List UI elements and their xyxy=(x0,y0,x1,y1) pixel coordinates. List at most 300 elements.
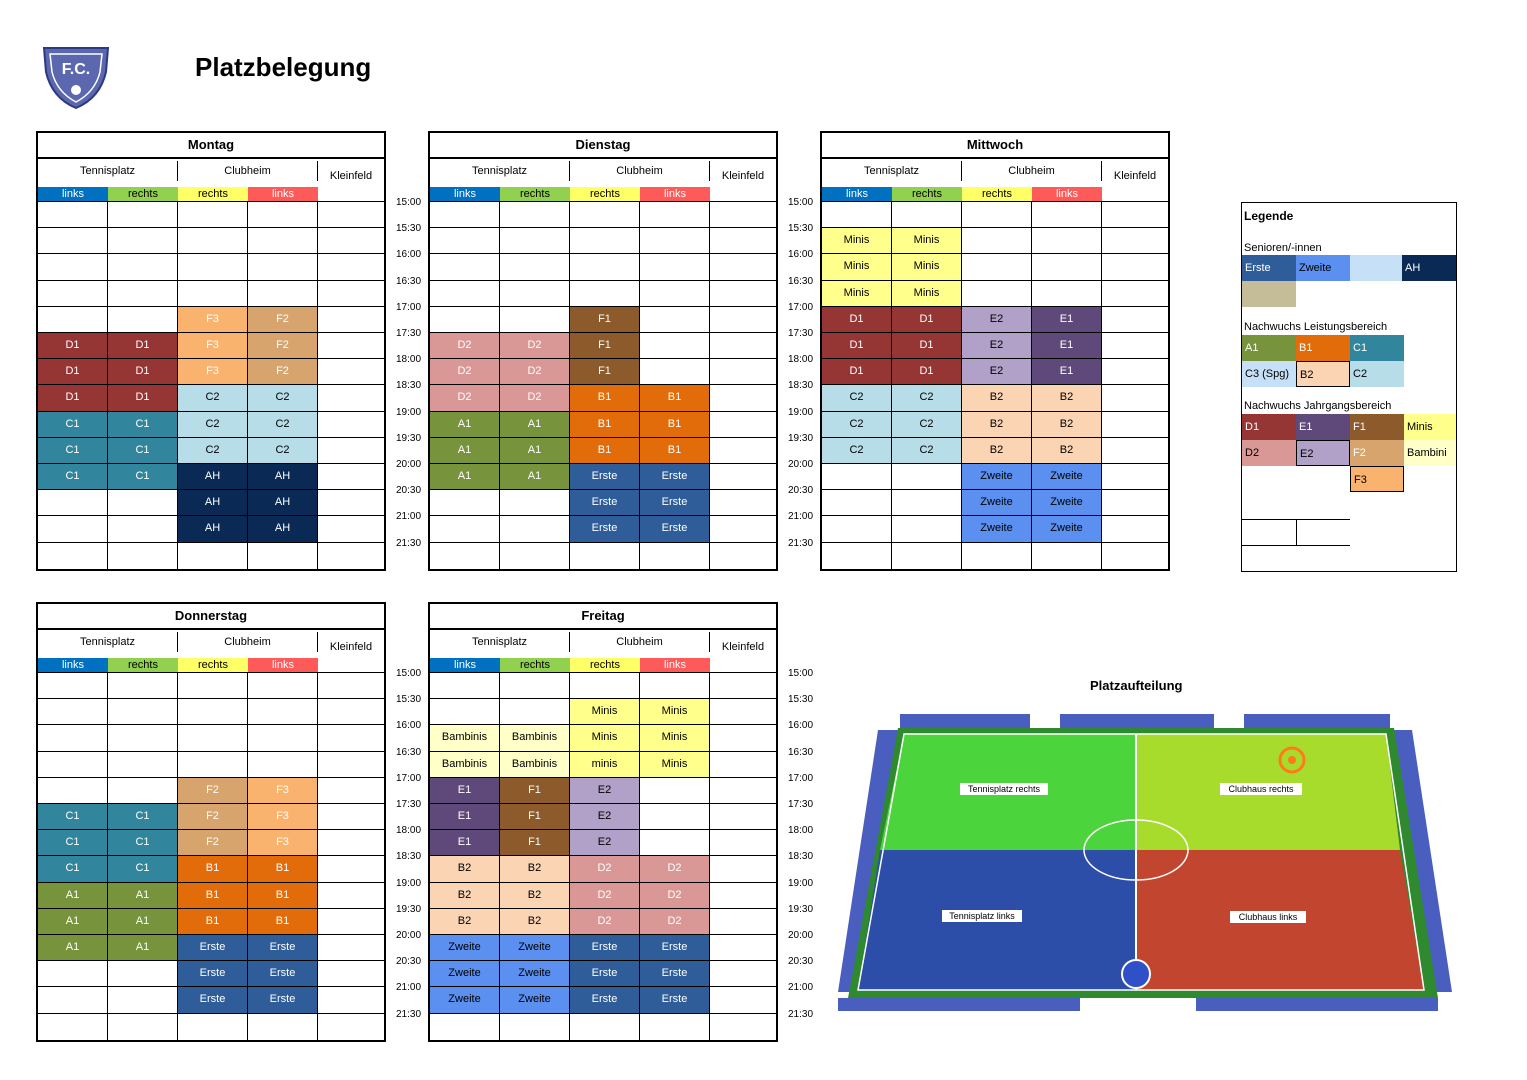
slot-cell xyxy=(1032,228,1102,254)
slot-cell: F1 xyxy=(570,359,640,385)
slot-cell: A1 xyxy=(38,909,108,935)
legend-b1: B1 xyxy=(1296,335,1350,361)
slot-cell xyxy=(640,804,710,830)
slot-cell xyxy=(500,543,570,569)
slot-cell: Minis xyxy=(640,752,710,778)
slot-cell: Bambinis xyxy=(500,752,570,778)
legend-f1: F1 xyxy=(1350,414,1404,440)
slot-cell xyxy=(108,778,178,804)
time-label: 18:30 xyxy=(396,851,422,863)
slot-cell xyxy=(500,699,570,725)
slot-cell xyxy=(38,1014,108,1040)
slot-cell: C2 xyxy=(248,412,318,438)
slot-cell xyxy=(1032,543,1102,569)
slot-cell xyxy=(1102,228,1168,254)
slot-cell: Erste xyxy=(640,464,710,490)
slot-cell xyxy=(640,1014,710,1040)
slot-cell: Zweite xyxy=(430,987,500,1013)
slot-cell: C1 xyxy=(38,412,108,438)
header-tennisplatz: Tennisplatz xyxy=(430,632,570,652)
slot-cell xyxy=(1102,438,1168,464)
slot-cell: E2 xyxy=(962,333,1032,359)
slot-cell xyxy=(710,935,776,961)
slot-cell: E1 xyxy=(1032,359,1102,385)
time-label: 18:30 xyxy=(788,380,814,392)
slot-cell xyxy=(318,516,384,542)
field-label-tennis-left: Tennisplatz links xyxy=(949,911,1015,921)
day-table-montag xyxy=(36,131,386,571)
slot-cell: AH xyxy=(248,490,318,516)
subheader-rechts: rechts xyxy=(500,658,570,672)
subheader-rechts: rechts xyxy=(178,658,248,672)
slot-cell xyxy=(248,202,318,228)
slot-cell: B1 xyxy=(178,909,248,935)
slot-cell xyxy=(500,202,570,228)
slot-cell: F2 xyxy=(248,307,318,333)
slot-cell: D2 xyxy=(500,385,570,411)
day-name: Freitag xyxy=(430,604,776,630)
slot-cell xyxy=(318,883,384,909)
slot-cell xyxy=(710,385,776,411)
header-tennisplatz: Tennisplatz xyxy=(38,632,178,652)
slot-cell: Zweite xyxy=(1032,464,1102,490)
slot-cell xyxy=(570,673,640,699)
slot-cell: D1 xyxy=(892,333,962,359)
slot-cell: D2 xyxy=(570,909,640,935)
slot-cell xyxy=(500,1014,570,1040)
time-label: 19:00 xyxy=(396,406,422,418)
slot-cell xyxy=(500,254,570,280)
slot-cell xyxy=(38,516,108,542)
legend-zweite: Zweite xyxy=(1296,255,1350,281)
slot-cell xyxy=(318,202,384,228)
slot-cell: B1 xyxy=(248,883,318,909)
slot-cell xyxy=(710,412,776,438)
slot-cell xyxy=(178,699,248,725)
slot-cell xyxy=(318,961,384,987)
slot-cell: F2 xyxy=(178,830,248,856)
slot-cell xyxy=(640,281,710,307)
slot-cell xyxy=(248,699,318,725)
slot-cell xyxy=(710,464,776,490)
day-table-dienstag xyxy=(428,131,778,571)
time-label: 20:00 xyxy=(396,459,422,470)
slot-cell: C2 xyxy=(822,438,892,464)
slot-cell xyxy=(318,804,384,830)
slot-cell: F1 xyxy=(500,830,570,856)
time-label: 19:00 xyxy=(788,406,814,418)
slot-cell xyxy=(38,961,108,987)
day-table-donnerstag xyxy=(36,602,386,1042)
slot-cell: A1 xyxy=(38,883,108,909)
slot-cell: F3 xyxy=(178,307,248,333)
slot-cell xyxy=(318,490,384,516)
slot-cell xyxy=(822,490,892,516)
legend-blank-khaki xyxy=(1242,281,1296,307)
time-label: 21:00 xyxy=(396,982,422,994)
legend-blank-lightblue xyxy=(1350,255,1402,281)
slot-cell: D2 xyxy=(430,385,500,411)
slot-cell: Erste xyxy=(248,961,318,987)
slot-cell: Minis xyxy=(570,725,640,751)
legend-line xyxy=(1296,519,1297,545)
slot-cell: F1 xyxy=(570,333,640,359)
slot-cell: A1 xyxy=(500,412,570,438)
slot-cell xyxy=(318,752,384,778)
slot-cell: B1 xyxy=(570,438,640,464)
header-kleinfeld: Kleinfeld xyxy=(721,170,765,182)
slot-cell xyxy=(710,804,776,830)
slot-cell xyxy=(318,830,384,856)
slot-cell xyxy=(430,516,500,542)
time-label: 17:00 xyxy=(396,301,422,313)
slot-cell: E2 xyxy=(570,804,640,830)
time-label: 16:00 xyxy=(788,249,814,261)
slot-cell xyxy=(38,307,108,333)
slot-cell: B1 xyxy=(248,856,318,882)
slot-cell: E1 xyxy=(1032,307,1102,333)
slot-cell xyxy=(570,543,640,569)
slot-cell xyxy=(710,778,776,804)
time-label: 19:30 xyxy=(396,432,422,444)
slot-cell xyxy=(1102,543,1168,569)
slot-cell xyxy=(892,543,962,569)
time-label: 20:30 xyxy=(788,485,814,497)
slot-cell xyxy=(570,1014,640,1040)
time-label: 15:00 xyxy=(396,668,422,679)
time-label: 20:30 xyxy=(396,956,422,968)
time-label: 20:30 xyxy=(396,485,422,497)
subheader-rechts: rechts xyxy=(570,187,640,201)
time-label: 21:30 xyxy=(788,1008,814,1020)
legend-senioren: Senioren/-innen xyxy=(1244,242,1322,254)
slot-cell xyxy=(430,699,500,725)
time-label: 17:30 xyxy=(396,799,422,810)
slot-cell: B1 xyxy=(640,438,710,464)
subheader-links: links xyxy=(38,658,108,672)
slot-cell xyxy=(178,281,248,307)
legend-minis: Minis xyxy=(1404,414,1456,440)
day-name: Donnerstag xyxy=(38,604,384,630)
slot-cell xyxy=(318,385,384,411)
slot-cell: Erste xyxy=(248,987,318,1013)
time-label: 16:30 xyxy=(396,746,422,758)
legend-b2: B2 xyxy=(1296,361,1350,387)
slot-cell xyxy=(178,254,248,280)
field-title: Platzaufteilung xyxy=(1090,678,1183,693)
slot-cell xyxy=(318,228,384,254)
slot-cell: B1 xyxy=(570,385,640,411)
slot-cell xyxy=(108,307,178,333)
time-label: 18:30 xyxy=(788,851,814,863)
slot-cell xyxy=(430,281,500,307)
slot-cell: C1 xyxy=(108,412,178,438)
slot-cell xyxy=(640,228,710,254)
header-kleinfeld: Kleinfeld xyxy=(329,641,373,653)
slot-cell xyxy=(1102,307,1168,333)
slot-cell: Minis xyxy=(640,725,710,751)
slot-cell xyxy=(710,543,776,569)
slot-cell: B2 xyxy=(1032,438,1102,464)
slot-cell: Zweite xyxy=(430,961,500,987)
slot-cell xyxy=(108,961,178,987)
slot-cell xyxy=(248,228,318,254)
slot-cell: Zweite xyxy=(1032,516,1102,542)
subheader-rechts: rechts xyxy=(570,658,640,672)
slot-cell: Erste xyxy=(640,516,710,542)
slot-cell xyxy=(430,543,500,569)
slot-cell: D1 xyxy=(38,359,108,385)
slot-cell: C1 xyxy=(38,856,108,882)
slot-cell xyxy=(710,228,776,254)
slot-cell xyxy=(248,281,318,307)
subheader-links: links xyxy=(38,187,108,201)
slot-cell: E1 xyxy=(1032,333,1102,359)
slot-cell: C1 xyxy=(108,804,178,830)
slot-cell: Minis xyxy=(822,228,892,254)
slot-cell xyxy=(710,883,776,909)
legend-line xyxy=(1242,545,1350,546)
time-label: 18:30 xyxy=(396,380,422,392)
slot-cell xyxy=(108,725,178,751)
slot-cell: D1 xyxy=(892,359,962,385)
slot-cell xyxy=(1102,202,1168,228)
subheader-links: links xyxy=(640,658,710,672)
slot-cell: E1 xyxy=(430,778,500,804)
slot-cell: D1 xyxy=(108,385,178,411)
slot-cell: E2 xyxy=(570,778,640,804)
slot-cell xyxy=(318,725,384,751)
slot-cell: E2 xyxy=(962,359,1032,385)
subheader-links: links xyxy=(822,187,892,201)
time-label: 21:00 xyxy=(788,511,814,523)
slot-cell: E1 xyxy=(430,830,500,856)
legend-ah: AH xyxy=(1402,255,1456,281)
slot-cell: AH xyxy=(248,464,318,490)
slot-cell xyxy=(1102,385,1168,411)
slot-cell: AH xyxy=(248,516,318,542)
slot-cell: Minis xyxy=(892,254,962,280)
slot-cell xyxy=(430,307,500,333)
slot-cell: F3 xyxy=(178,359,248,385)
slot-cell xyxy=(710,490,776,516)
time-label: 18:00 xyxy=(396,825,422,837)
slot-cell xyxy=(640,202,710,228)
slot-cell: D2 xyxy=(640,909,710,935)
slot-cell xyxy=(108,543,178,569)
slot-cell xyxy=(430,673,500,699)
slot-cell: D1 xyxy=(892,307,962,333)
slot-cell: Zweite xyxy=(962,490,1032,516)
slot-cell xyxy=(710,673,776,699)
slot-cell xyxy=(1102,333,1168,359)
slot-cell xyxy=(430,202,500,228)
slot-cell xyxy=(38,202,108,228)
time-label: 19:00 xyxy=(396,877,422,889)
slot-cell: F2 xyxy=(178,804,248,830)
slot-cell: D2 xyxy=(430,333,500,359)
slot-cell: C1 xyxy=(108,464,178,490)
slot-cell xyxy=(710,752,776,778)
slot-cell: F1 xyxy=(500,778,570,804)
slot-cell xyxy=(640,307,710,333)
slot-cell xyxy=(640,543,710,569)
header-tennisplatz: Tennisplatz xyxy=(38,161,178,181)
time-label: 19:30 xyxy=(396,903,422,915)
club-logo xyxy=(40,42,112,110)
slot-cell xyxy=(178,543,248,569)
slot-cell xyxy=(962,281,1032,307)
header-clubheim: Clubheim xyxy=(570,161,710,181)
slot-cell: F2 xyxy=(178,778,248,804)
slot-cell: E1 xyxy=(430,804,500,830)
slot-cell: C2 xyxy=(892,412,962,438)
header-tennisplatz: Tennisplatz xyxy=(430,161,570,181)
slot-cell: Zweite xyxy=(1032,490,1102,516)
slot-cell: F2 xyxy=(248,359,318,385)
time-label: 21:00 xyxy=(788,982,814,994)
legend-leistung: Nachwuchs Leistungsbereich xyxy=(1244,321,1388,333)
subheader-links: links xyxy=(430,187,500,201)
header-tennisplatz: Tennisplatz xyxy=(822,161,962,181)
slot-cell xyxy=(1102,464,1168,490)
slot-cell: Erste xyxy=(570,516,640,542)
day-name: Montag xyxy=(38,133,384,159)
slot-cell xyxy=(892,516,962,542)
slot-cell: C2 xyxy=(248,385,318,411)
time-label: 21:30 xyxy=(396,1008,422,1020)
slot-cell: F1 xyxy=(570,307,640,333)
slot-cell xyxy=(248,725,318,751)
slot-cell: Zweite xyxy=(500,987,570,1013)
slot-cell: Bambinis xyxy=(430,752,500,778)
slot-cell: Zweite xyxy=(962,516,1032,542)
slot-cell xyxy=(710,725,776,751)
page-title: Platzbelegung xyxy=(195,52,372,82)
slot-cell: E2 xyxy=(570,830,640,856)
time-label: 15:00 xyxy=(396,197,422,208)
slot-cell xyxy=(318,987,384,1013)
slot-cell xyxy=(318,935,384,961)
legend-c3: C3 (Spg) xyxy=(1242,361,1296,387)
slot-cell: Zweite xyxy=(500,961,570,987)
slot-cell: Bambinis xyxy=(430,725,500,751)
slot-cell xyxy=(38,699,108,725)
slot-cell xyxy=(178,228,248,254)
slot-cell xyxy=(1102,490,1168,516)
legend-jahrgang: Nachwuchs Jahrgangsbereich xyxy=(1244,400,1392,412)
slot-cell xyxy=(318,1014,384,1040)
slot-cell xyxy=(178,725,248,751)
slot-cell: C1 xyxy=(38,464,108,490)
slot-cell: D1 xyxy=(38,385,108,411)
slot-cell xyxy=(318,438,384,464)
legend-d2: D2 xyxy=(1242,440,1296,466)
slot-cell xyxy=(710,202,776,228)
slot-cell: B2 xyxy=(1032,412,1102,438)
slot-cell xyxy=(430,254,500,280)
time-label: 16:30 xyxy=(396,275,422,287)
slot-cell: D1 xyxy=(822,359,892,385)
legend-title: Legende xyxy=(1244,209,1294,223)
slot-cell: D2 xyxy=(500,359,570,385)
slot-cell xyxy=(318,333,384,359)
day-table-mittwoch xyxy=(820,131,1170,571)
day-table-freitag xyxy=(428,602,778,1042)
slot-cell xyxy=(962,202,1032,228)
slot-cell xyxy=(500,228,570,254)
slot-cell xyxy=(108,228,178,254)
slot-cell: C1 xyxy=(38,830,108,856)
slot-cell: D2 xyxy=(640,856,710,882)
divider xyxy=(38,157,384,158)
slot-cell xyxy=(1032,254,1102,280)
slot-cell xyxy=(640,254,710,280)
slot-cell: Erste xyxy=(640,490,710,516)
slot-cell xyxy=(570,281,640,307)
slot-cell: Minis xyxy=(822,254,892,280)
slot-cell: C2 xyxy=(178,412,248,438)
slot-cell xyxy=(710,438,776,464)
slot-cell xyxy=(108,254,178,280)
slot-cell: AH xyxy=(178,464,248,490)
slot-cell xyxy=(892,464,962,490)
slot-cell: A1 xyxy=(38,935,108,961)
field-label-clubhaus-right: Clubhaus rechts xyxy=(1228,784,1294,794)
time-label: 20:00 xyxy=(396,930,422,941)
legend-bambini: Bambini xyxy=(1404,440,1456,466)
slot-cell xyxy=(108,1014,178,1040)
slot-cell xyxy=(1102,359,1168,385)
slot-cell: F3 xyxy=(248,778,318,804)
slot-cell xyxy=(500,307,570,333)
slot-cell xyxy=(38,725,108,751)
time-label: 18:00 xyxy=(396,354,422,366)
legend-e2: E2 xyxy=(1296,440,1350,466)
slot-cell: D1 xyxy=(822,307,892,333)
slot-cell: D1 xyxy=(108,333,178,359)
header-clubheim: Clubheim xyxy=(570,632,710,652)
slot-cell: B1 xyxy=(640,385,710,411)
slot-cell: Erste xyxy=(570,987,640,1013)
slot-cell: B2 xyxy=(962,385,1032,411)
slot-cell: Erste xyxy=(570,935,640,961)
time-label: 18:00 xyxy=(788,354,814,366)
slot-cell xyxy=(248,673,318,699)
slot-cell xyxy=(248,543,318,569)
slot-cell: B2 xyxy=(500,909,570,935)
slot-cell xyxy=(640,673,710,699)
time-label: 19:30 xyxy=(788,903,814,915)
slot-cell xyxy=(570,228,640,254)
slot-cell: F1 xyxy=(500,804,570,830)
time-label: 17:00 xyxy=(788,301,814,313)
header-kleinfeld: Kleinfeld xyxy=(721,641,765,653)
slot-cell xyxy=(248,254,318,280)
time-label: 19:00 xyxy=(788,877,814,889)
slot-cell: Erste xyxy=(178,987,248,1013)
slot-cell xyxy=(710,254,776,280)
slot-cell: F3 xyxy=(248,830,318,856)
slot-cell xyxy=(430,228,500,254)
slot-cell xyxy=(640,333,710,359)
slot-cell xyxy=(822,464,892,490)
slot-cell: C2 xyxy=(822,385,892,411)
header-kleinfeld: Kleinfeld xyxy=(1113,170,1157,182)
subheader-rechts: rechts xyxy=(178,187,248,201)
time-label: 15:00 xyxy=(788,668,814,679)
slot-cell xyxy=(570,254,640,280)
